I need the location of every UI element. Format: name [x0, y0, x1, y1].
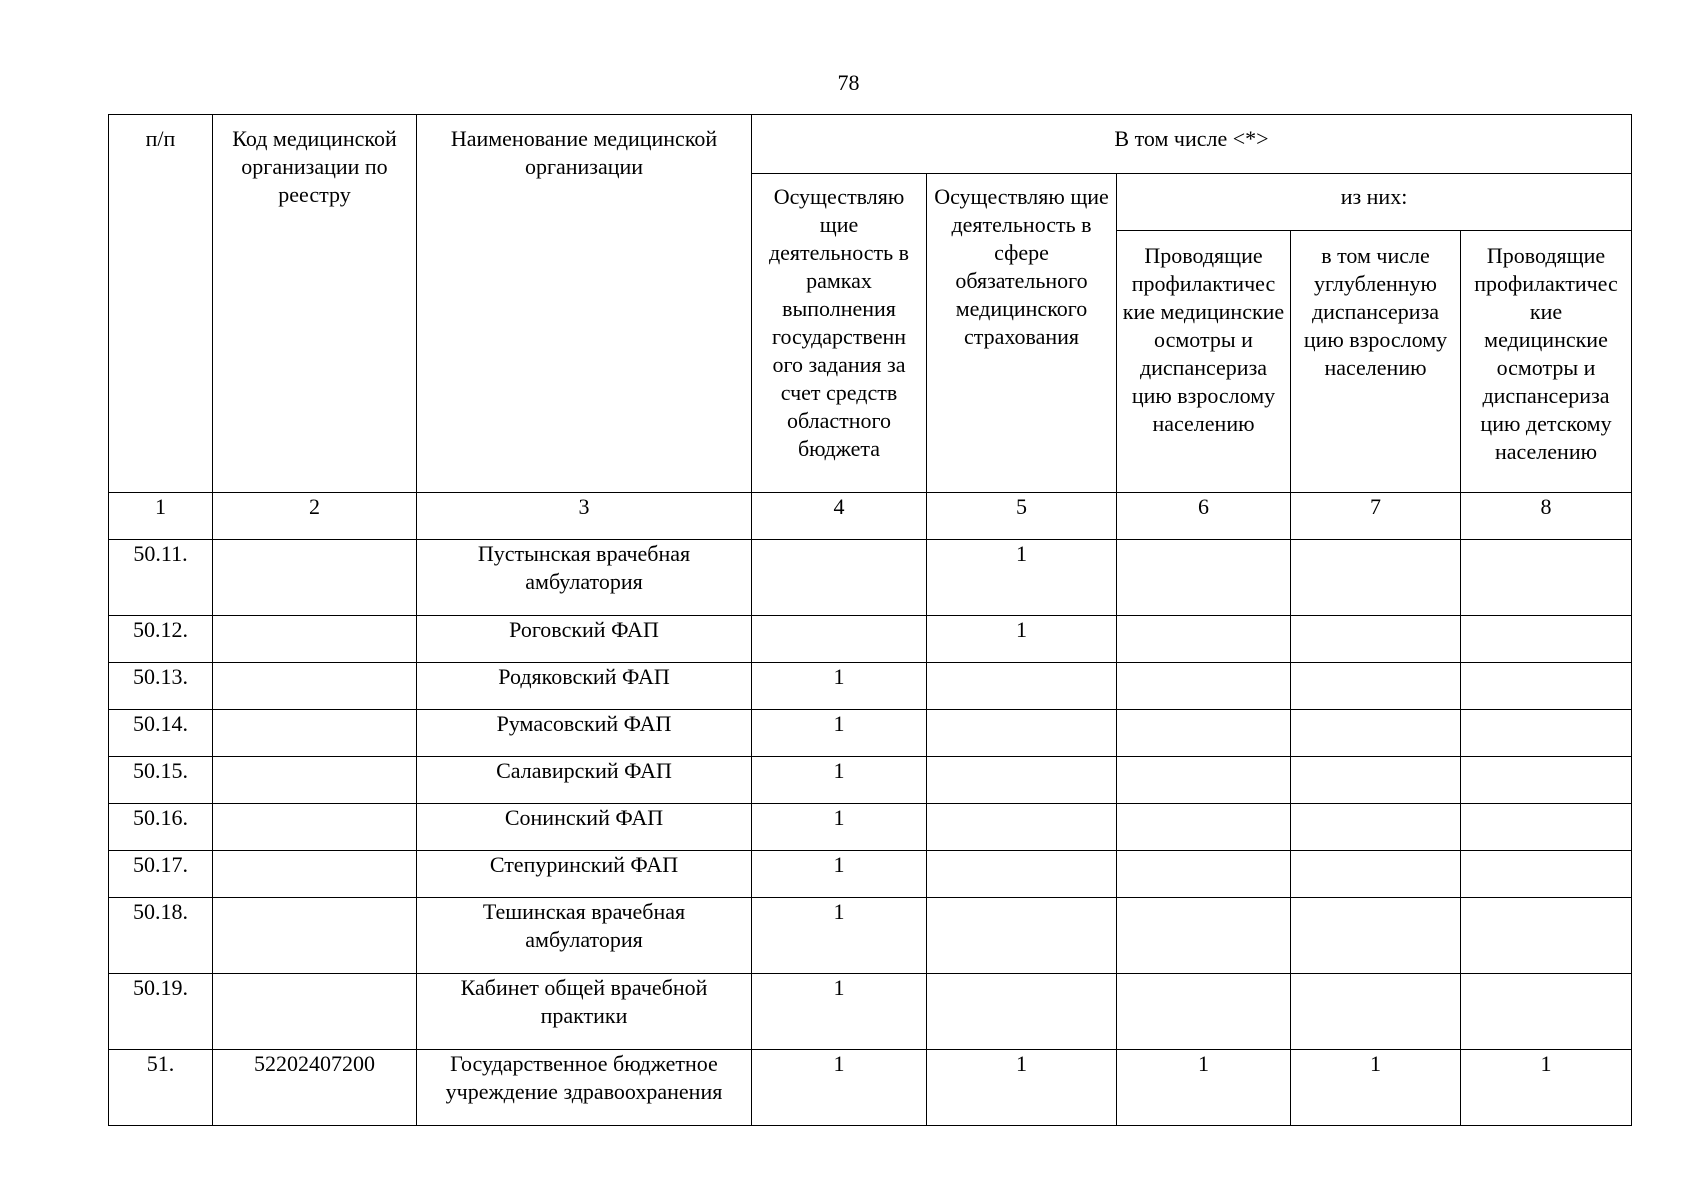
col-8-value — [1461, 757, 1632, 804]
org-code — [213, 710, 417, 757]
col-4-value: 1 — [752, 804, 927, 851]
header-num: п/п — [109, 115, 213, 493]
org-name: Сонинский ФАП — [417, 804, 752, 851]
page-number: 78 — [837, 70, 860, 95]
col-4-value: 1 — [752, 974, 927, 1050]
table-row — [109, 851, 1632, 898]
col-7-value — [1291, 757, 1461, 804]
col-7-value: 1 — [1291, 1050, 1461, 1126]
row-number: 50.17. — [109, 851, 213, 898]
col-4-value: 1 — [752, 710, 927, 757]
col-6-value — [1117, 710, 1291, 757]
col-4-value — [752, 616, 927, 663]
row-number: 50.14. — [109, 710, 213, 757]
row-number: 50.18. — [109, 898, 213, 974]
org-name: Кабинет общей врачебной практики — [417, 974, 752, 1050]
col-8-value — [1461, 804, 1632, 851]
col-5-value — [927, 663, 1117, 710]
table-row — [109, 898, 1632, 974]
org-code — [213, 898, 417, 974]
table-row — [109, 1050, 1632, 1126]
col-7-value — [1291, 710, 1461, 757]
col-7-value — [1291, 851, 1461, 898]
row-number: 51. — [109, 1050, 213, 1126]
col-8-value — [1461, 540, 1632, 616]
header-group-including: В том числе <*> — [752, 115, 1632, 174]
table-row — [109, 540, 1632, 616]
row-number: 50.19. — [109, 974, 213, 1050]
col-4-value: 1 — [752, 663, 927, 710]
row-number: 50.12. — [109, 616, 213, 663]
org-code — [213, 663, 417, 710]
col-8-value — [1461, 851, 1632, 898]
org-name: Родяковский ФАП — [417, 663, 752, 710]
col-7-value — [1291, 974, 1461, 1050]
col-8-value — [1461, 663, 1632, 710]
col-6-value — [1117, 974, 1291, 1050]
col-4-value: 1 — [752, 898, 927, 974]
table-row — [109, 616, 1632, 663]
header-name: Наименование медицинской организации — [417, 115, 752, 493]
org-code — [213, 974, 417, 1050]
column-number: 8 — [1461, 493, 1632, 540]
column-number: 4 — [752, 493, 927, 540]
org-code — [213, 757, 417, 804]
col-6-value — [1117, 851, 1291, 898]
col-7-value — [1291, 804, 1461, 851]
col-5-value — [927, 710, 1117, 757]
column-number: 6 — [1117, 493, 1291, 540]
col-5-value — [927, 757, 1117, 804]
org-name: Степуринский ФАП — [417, 851, 752, 898]
col-6-value — [1117, 898, 1291, 974]
col-5-value — [927, 898, 1117, 974]
table-body — [109, 540, 1632, 1126]
org-code — [213, 616, 417, 663]
row-number: 50.13. — [109, 663, 213, 710]
row-number: 50.11. — [109, 540, 213, 616]
org-code — [213, 804, 417, 851]
header-col-7: в том числе углубленную диспансериза цию взрослому населению — [1291, 231, 1461, 493]
column-number: 5 — [927, 493, 1117, 540]
col-4-value: 1 — [752, 851, 927, 898]
column-number: 3 — [417, 493, 752, 540]
col-7-value — [1291, 616, 1461, 663]
col-5-value — [927, 804, 1117, 851]
col-8-value — [1461, 710, 1632, 757]
col-7-value — [1291, 898, 1461, 974]
col-7-value — [1291, 663, 1461, 710]
header-code: Код медицинской организации по реестру — [213, 115, 417, 493]
org-code: 52202407200 — [213, 1050, 417, 1126]
header-col-6: Проводящие профилактичес кие медицинские осмотры и диспансериза цию взрослому населению — [1117, 231, 1291, 493]
header-subgroup-of-them: из них: — [1117, 174, 1632, 231]
col-5-value: 1 — [927, 616, 1117, 663]
table-row — [109, 804, 1632, 851]
row-number: 50.15. — [109, 757, 213, 804]
org-name: Салавирский ФАП — [417, 757, 752, 804]
header-col-5: Осуществляю щие деятельность в сфере обязательного медицинского страхования — [927, 174, 1117, 493]
col-8-value: 1 — [1461, 1050, 1632, 1126]
header-col-4: Осуществляю щие деятельность в рамках выполнения государственн ого задания за счет средств областного бюджета — [752, 174, 927, 493]
table-row — [109, 710, 1632, 757]
org-name: Роговский ФАП — [417, 616, 752, 663]
org-name: Пустынская врачебная амбулатория — [417, 540, 752, 616]
header-col-8: Проводящие профилактичес кие медицинские осмотры и диспансериза цию детскому населению — [1461, 231, 1632, 493]
col-4-value — [752, 540, 927, 616]
table-header — [109, 115, 1632, 540]
col-6-value: 1 — [1117, 1050, 1291, 1126]
org-name: Тешинская врачебная амбулатория — [417, 898, 752, 974]
table-row — [109, 663, 1632, 710]
col-6-value — [1117, 540, 1291, 616]
col-6-value — [1117, 663, 1291, 710]
table-row — [109, 757, 1632, 804]
org-code — [213, 540, 417, 616]
org-code — [213, 851, 417, 898]
col-5-value — [927, 851, 1117, 898]
column-numbers-row — [109, 493, 1632, 540]
col-8-value — [1461, 898, 1632, 974]
col-6-value — [1117, 616, 1291, 663]
row-number: 50.16. — [109, 804, 213, 851]
col-8-value — [1461, 974, 1632, 1050]
col-5-value: 1 — [927, 1050, 1117, 1126]
column-number: 7 — [1291, 493, 1461, 540]
col-5-value — [927, 974, 1117, 1050]
col-4-value: 1 — [752, 757, 927, 804]
column-number: 2 — [213, 493, 417, 540]
org-name: Государственное бюджетное учреждение здравоохранения — [417, 1050, 752, 1126]
col-6-value — [1117, 804, 1291, 851]
organizations-table — [108, 114, 1632, 1126]
col-7-value — [1291, 540, 1461, 616]
org-name: Румасовский ФАП — [417, 710, 752, 757]
column-number: 1 — [109, 493, 213, 540]
col-5-value: 1 — [927, 540, 1117, 616]
col-4-value: 1 — [752, 1050, 927, 1126]
col-6-value — [1117, 757, 1291, 804]
col-8-value — [1461, 616, 1632, 663]
table-row — [109, 974, 1632, 1050]
